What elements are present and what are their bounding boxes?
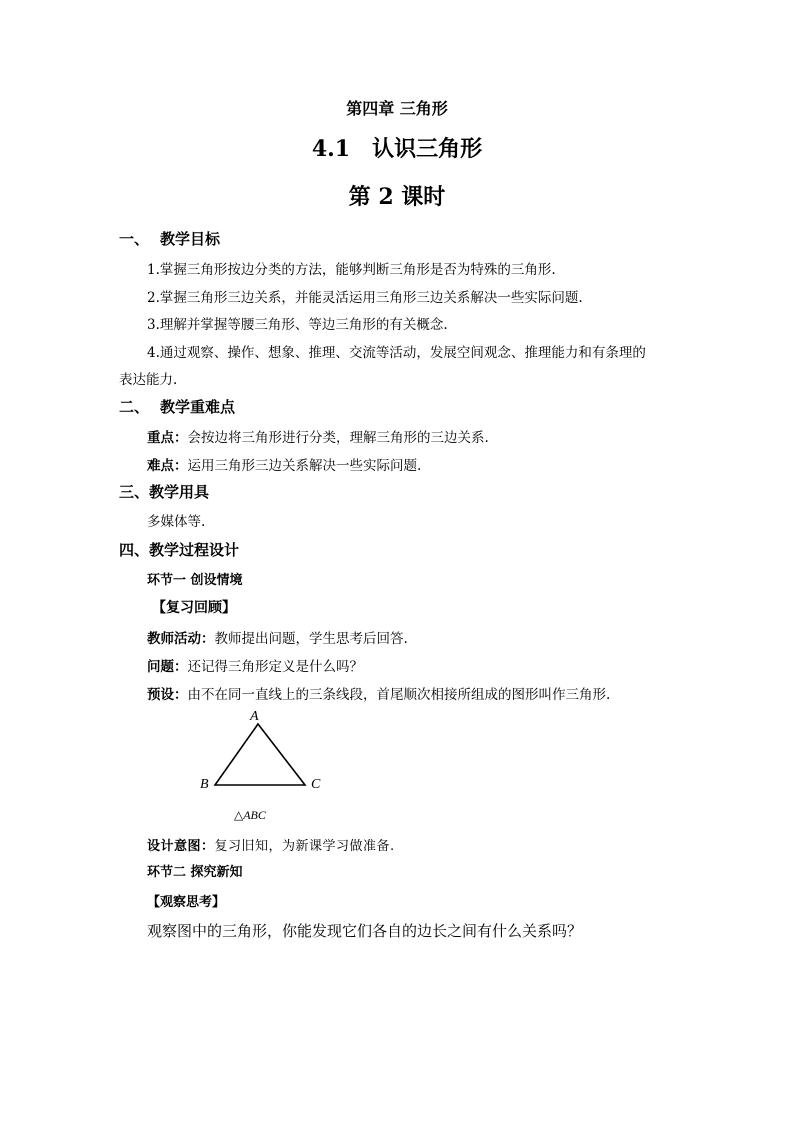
tools-text: 多媒体等. [147, 514, 206, 530]
step-2: 环节二 探究新知 [147, 865, 243, 880]
heading-number: 二、 [119, 398, 150, 416]
preset-label: 预设： [147, 687, 188, 703]
teacher-label: 教师活动： [147, 631, 215, 647]
section-name: 认识三角形 [372, 136, 483, 162]
vertex-a-label: A [250, 709, 259, 724]
preset [147, 683, 610, 703]
design-label: 设计意图： [147, 839, 215, 854]
goal-1: 1.掌握三角形按边分类的方法，能够判断三角形是否为特殊的三角形. [147, 262, 556, 278]
difficult-text: 运用三角形三边关系解决一些实际问题. [187, 458, 422, 474]
goal-4-cont: 表达能力. [119, 372, 178, 388]
section-number: 4.1 [311, 136, 351, 162]
goal-4: 4.通过观察、操作、想象、推理、交流等活动，发展空间观念、推理能力和有条理的 [147, 345, 646, 361]
teacher-activity [147, 627, 408, 647]
key-text: 会按边将三角形进行分类，理解三角形的三边关系. [187, 430, 489, 446]
heading-text: 教学重难点 [160, 398, 236, 416]
step-1: 环节一 创设情境 [147, 573, 243, 588]
chapter-title: 第四章 三角形 [346, 99, 448, 118]
question-text: 还记得三角形定义是什么吗？ [187, 659, 363, 675]
heading-tools: 三、教学用具 [119, 483, 210, 501]
vertex-c-label: C [311, 777, 321, 792]
review-heading: 【复习回顾】 [152, 600, 236, 616]
goal-3: 3.理解并掌握等腰三角形、等边三角形的有关概念. [147, 317, 448, 333]
observe-text: 观察图中的三角形，你能发现它们各自的边长之间有什么关系吗？ [147, 922, 583, 940]
design-intent [147, 835, 395, 854]
goal-2: 2.掌握三角形三边关系，并能灵活运用三角形三边关系解决一些实际问题. [147, 290, 583, 306]
difficult-label: 难点： [147, 458, 188, 474]
observe-heading: 【观察思考】 [147, 895, 226, 910]
section-title [0, 132, 794, 163]
triangle-abc [215, 724, 305, 785]
difficult-point [147, 454, 421, 474]
figure-caption: △ABC [234, 808, 266, 822]
teacher-text: 教师提出问题，学生思考后回答. [214, 631, 408, 647]
design-text: 复习旧知，为新课学习做准备. [214, 839, 395, 854]
preset-text: 由不在同一直线上的三条线段，首尾顺次相接所组成的图形叫作三角形. [187, 687, 611, 703]
question-label: 问题： [147, 659, 188, 675]
heading-process: 四、教学过程设计 [119, 541, 240, 559]
heading-number: 一、 [119, 230, 150, 248]
key-label: 重点： [147, 430, 188, 446]
key-point [147, 426, 489, 446]
heading-key-points [119, 396, 235, 417]
heading-text: 教学目标 [160, 230, 221, 248]
lesson-title: 第 2 课时 [348, 184, 446, 210]
question [147, 655, 363, 675]
heading-teaching-goals [119, 228, 220, 249]
vertex-b-label: B [200, 777, 209, 792]
